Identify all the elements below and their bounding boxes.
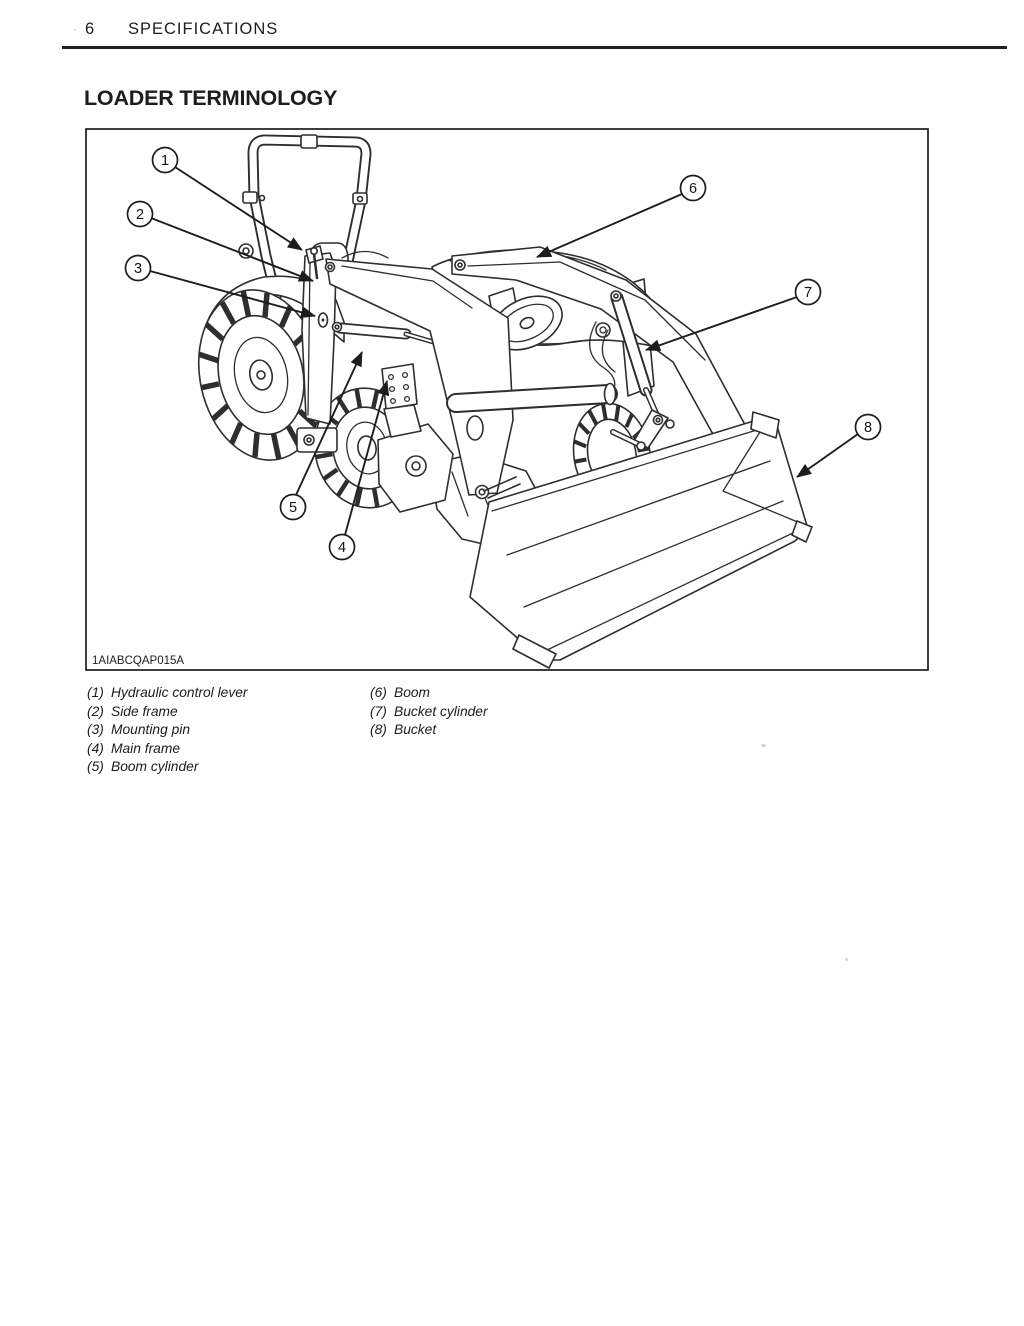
svg-text:8: 8 — [863, 420, 873, 436]
legend-item: (6) Boom — [370, 685, 431, 700]
svg-text:3: 3 — [133, 261, 143, 277]
svg-text:7: 7 — [803, 285, 813, 301]
legend-item: (2) Side frame — [87, 703, 178, 719]
legend-item: (4) Main frame — [87, 740, 181, 756]
legend-item: (8) Bucket — [370, 722, 437, 738]
legend-column-right — [370, 684, 488, 777]
figure-frame — [85, 128, 930, 672]
legend-item: (7) Bucket cylinder — [370, 703, 488, 719]
figure-code: 1AIABCQAP015A — [92, 655, 185, 667]
legend-column-left — [87, 684, 370, 777]
svg-text:4: 4 — [337, 540, 347, 556]
scan-speck — [74, 29, 76, 31]
figure-legend — [87, 684, 488, 777]
svg-text:5: 5 — [288, 500, 298, 516]
svg-text:2: 2 — [135, 207, 145, 223]
scan-speck — [845, 958, 848, 961]
page-title: LOADER TERMINOLOGY — [84, 86, 338, 110]
page-number: 6 — [85, 20, 95, 38]
svg-text:1: 1 — [160, 153, 170, 169]
section-title: SPECIFICATIONS — [128, 20, 279, 38]
loader-diagram — [85, 128, 930, 672]
legend-item: (5) Boom cylinder — [87, 759, 199, 775]
legend-item: (3) Mounting pin — [87, 722, 191, 738]
legend-item: (1) Hydraulic control lever — [87, 685, 248, 700]
scan-speck — [761, 744, 766, 747]
svg-text:6: 6 — [688, 181, 698, 197]
header-divider — [62, 46, 1007, 49]
